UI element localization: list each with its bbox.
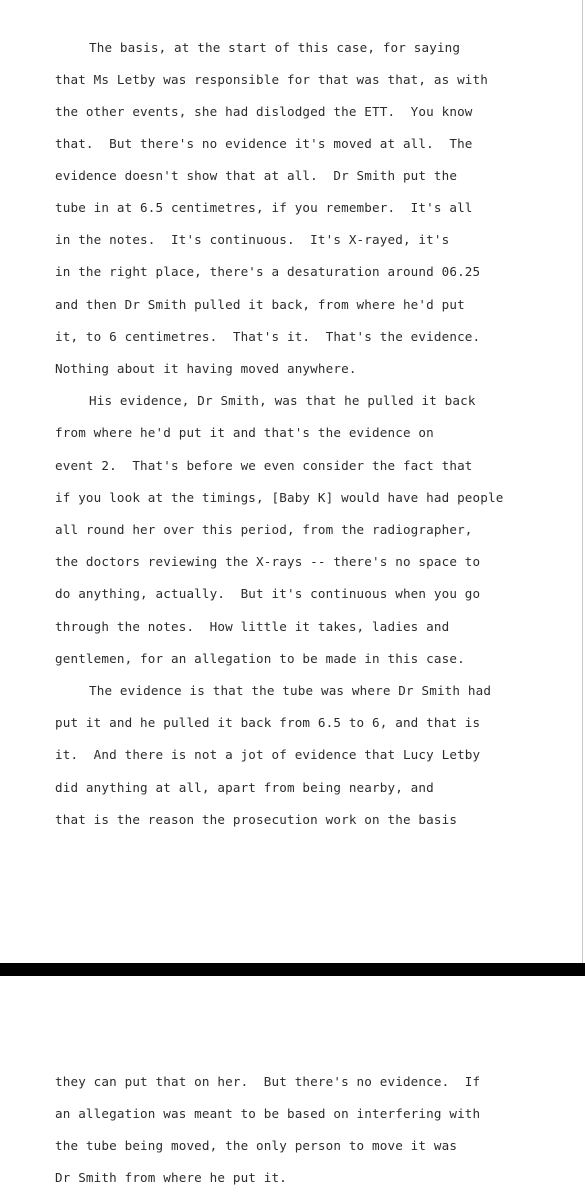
text-line: all round her over this period, from the radiographer, [55,522,473,537]
text-line: that. But there's no evidence it's moved at all. The [55,136,473,151]
text-line: tube in at 6.5 centimetres, if you remember. It's all [55,200,473,215]
text-line: that is the reason the prosecution work on the basis [55,812,458,827]
text-line: do anything, actually. But it's continuous when you go [55,586,481,601]
text-line: in the notes. It's continuous. It's X-rayed, it's [55,232,450,247]
text-line: His evidence, Dr Smith, was that he pulled it back [89,393,476,408]
text-line: The basis, at the start of this case, for saying [89,40,461,55]
text-line: they can put that on her. But there's no evidence. If [55,1074,481,1089]
text-line: that Ms Letby was responsible for that was that, as with [55,72,488,87]
text-line: it, to 6 centimetres. That's it. That's the evidence. [55,329,481,344]
page-edge-line [582,0,583,963]
text-line: Dr Smith from where he put it. [55,1170,287,1185]
text-line: in the right place, there's a desaturation around 06.25 [55,264,481,279]
text-line: gentlemen, for an allegation to be made in this case. [55,651,465,666]
text-line: through the notes. How little it takes, ladies and [55,619,450,634]
text-line: did anything at all, apart from being nearby, and [55,780,434,795]
text-line: if you look at the timings, [Baby K] would have had people [55,490,504,505]
text-line: Nothing about it having moved anywhere. [55,361,357,376]
text-line: the doctors reviewing the X-rays -- there's no space to [55,554,481,569]
transcript-page-bottom [0,976,585,1200]
text-line: evidence doesn't show that at all. Dr Smith put the [55,168,458,183]
page-break-divider [0,963,585,976]
text-line: The evidence is that the tube was where Dr Smith had [89,683,492,698]
text-line: event 2. That's before we even consider the fact that [55,458,473,473]
text-line: and then Dr Smith pulled it back, from where he'd put [55,297,465,312]
text-line: the tube being moved, the only person to move it was [55,1138,458,1153]
text-line: put it and he pulled it back from 6.5 to 6, and that is [55,715,481,730]
text-line: an allegation was meant to be based on interfering with [55,1106,481,1121]
text-line: it. And there is not a jot of evidence that Lucy Letby [55,747,481,762]
text-line: the other events, she had dislodged the ETT. You know [55,104,473,119]
text-line: from where he'd put it and that's the evidence on [55,425,434,440]
